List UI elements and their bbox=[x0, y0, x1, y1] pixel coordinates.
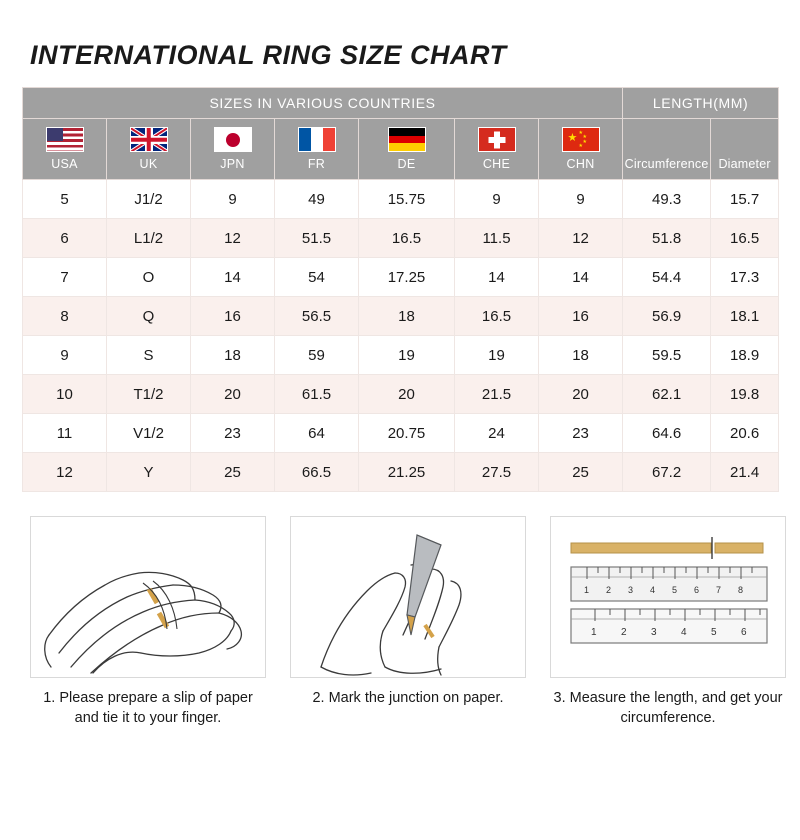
pen bbox=[407, 535, 441, 635]
cell-chn: 12 bbox=[539, 219, 623, 258]
flag-china-icon: ★ ★ ★ ★ ★ bbox=[562, 127, 600, 152]
paper-strip bbox=[571, 537, 763, 559]
cell-che: 14 bbox=[455, 258, 539, 297]
table-row bbox=[23, 297, 779, 336]
cell-circumference: 59.5 bbox=[623, 336, 711, 375]
measuring-steps bbox=[22, 516, 783, 728]
table-row bbox=[23, 375, 779, 414]
svg-text:2: 2 bbox=[606, 585, 612, 595]
table-row bbox=[23, 258, 779, 297]
step-1-caption: 1. Please prepare a slip of paper and tie it to your finger. bbox=[43, 690, 253, 726]
column-code-uk: UK bbox=[139, 157, 158, 171]
cell-jpn: 9 bbox=[191, 180, 275, 219]
svg-text:1: 1 bbox=[584, 585, 590, 595]
column-header-de bbox=[359, 119, 455, 180]
cell-jpn: 25 bbox=[191, 453, 275, 492]
svg-text:3: 3 bbox=[628, 585, 634, 595]
cell-de: 16.5 bbox=[359, 219, 455, 258]
column-header-chn bbox=[539, 119, 623, 180]
cell-fr: 56.5 bbox=[275, 297, 359, 336]
flag-japan-icon bbox=[214, 127, 252, 152]
cell-de: 17.25 bbox=[359, 258, 455, 297]
length-label-diameter: Diameter bbox=[718, 157, 771, 171]
svg-text:6: 6 bbox=[741, 627, 747, 638]
column-code-jpn: JPN bbox=[220, 157, 245, 171]
table-country-header-row bbox=[23, 119, 779, 180]
column-header-usa bbox=[23, 119, 107, 180]
svg-text:6: 6 bbox=[694, 585, 700, 595]
cell-fr: 51.5 bbox=[275, 219, 359, 258]
ruler-top bbox=[571, 567, 767, 601]
cell-uk: Y bbox=[107, 453, 191, 492]
column-code-chn: CHN bbox=[566, 157, 595, 171]
cell-che: 21.5 bbox=[455, 375, 539, 414]
cell-usa: 8 bbox=[23, 297, 107, 336]
cell-diameter: 18.9 bbox=[711, 336, 779, 375]
column-code-che: CHE bbox=[482, 157, 511, 171]
cell-usa: 6 bbox=[23, 219, 107, 258]
cell-diameter: 20.6 bbox=[711, 414, 779, 453]
cell-jpn: 18 bbox=[191, 336, 275, 375]
flag-switzerland-icon bbox=[478, 127, 516, 152]
table-body bbox=[23, 180, 779, 492]
cell-jpn: 20 bbox=[191, 375, 275, 414]
flag-uk-icon bbox=[130, 127, 168, 152]
cell-fr: 54 bbox=[275, 258, 359, 297]
svg-text:3: 3 bbox=[651, 627, 657, 638]
cell-chn: 25 bbox=[539, 453, 623, 492]
step-2 bbox=[290, 516, 526, 728]
cell-diameter: 21.4 bbox=[711, 453, 779, 492]
column-header-uk bbox=[107, 119, 191, 180]
ruler-measuring-paper-strip-illustration bbox=[550, 516, 786, 678]
column-code-fr: FR bbox=[307, 157, 326, 171]
cell-de: 18 bbox=[359, 297, 455, 336]
svg-text:2: 2 bbox=[621, 627, 627, 638]
cell-chn: 23 bbox=[539, 414, 623, 453]
table-row bbox=[23, 219, 779, 258]
cell-fr: 64 bbox=[275, 414, 359, 453]
flag-germany-icon bbox=[388, 127, 426, 152]
cell-usa: 5 bbox=[23, 180, 107, 219]
cell-fr: 66.5 bbox=[275, 453, 359, 492]
svg-text:4: 4 bbox=[650, 585, 656, 595]
cell-usa: 11 bbox=[23, 414, 107, 453]
cell-usa: 10 bbox=[23, 375, 107, 414]
flag-france-icon bbox=[298, 127, 336, 152]
ruler-bottom bbox=[571, 609, 767, 643]
cell-circumference: 64.6 bbox=[623, 414, 711, 453]
step-2-caption: 2. Mark the junction on paper. bbox=[312, 690, 504, 706]
cell-diameter: 17.3 bbox=[711, 258, 779, 297]
cell-usa: 9 bbox=[23, 336, 107, 375]
cell-uk: O bbox=[107, 258, 191, 297]
step-3 bbox=[550, 516, 786, 728]
cell-che: 19 bbox=[455, 336, 539, 375]
ring-size-chart-page bbox=[0, 40, 800, 840]
ruler-paper-drawing bbox=[551, 517, 785, 677]
cell-che: 27.5 bbox=[455, 453, 539, 492]
cell-de: 21.25 bbox=[359, 453, 455, 492]
column-header-che bbox=[455, 119, 539, 180]
header-sizes-in-various-countries: SIZES IN VARIOUS COUNTRIES bbox=[23, 88, 623, 119]
cell-che: 16.5 bbox=[455, 297, 539, 336]
length-label-circumference: Circumference bbox=[624, 157, 709, 171]
column-header-circumference bbox=[623, 119, 711, 180]
cell-de: 20.75 bbox=[359, 414, 455, 453]
cell-de: 15.75 bbox=[359, 180, 455, 219]
hand-paper-drawing bbox=[31, 517, 265, 677]
svg-text:8: 8 bbox=[738, 585, 744, 595]
cell-chn: 16 bbox=[539, 297, 623, 336]
column-header-fr bbox=[275, 119, 359, 180]
cell-usa: 7 bbox=[23, 258, 107, 297]
column-code-usa: USA bbox=[51, 157, 78, 171]
cell-fr: 59 bbox=[275, 336, 359, 375]
cell-usa: 12 bbox=[23, 453, 107, 492]
cell-uk: S bbox=[107, 336, 191, 375]
cell-chn: 14 bbox=[539, 258, 623, 297]
cell-fr: 49 bbox=[275, 180, 359, 219]
svg-text:7: 7 bbox=[716, 585, 722, 595]
step-1 bbox=[30, 516, 266, 728]
hand-with-paper-strip-illustration bbox=[30, 516, 266, 678]
cell-circumference: 51.8 bbox=[623, 219, 711, 258]
cell-diameter: 16.5 bbox=[711, 219, 779, 258]
column-header-jpn bbox=[191, 119, 275, 180]
cell-de: 19 bbox=[359, 336, 455, 375]
cell-fr: 61.5 bbox=[275, 375, 359, 414]
cell-diameter: 19.8 bbox=[711, 375, 779, 414]
table-row bbox=[23, 180, 779, 219]
cell-jpn: 12 bbox=[191, 219, 275, 258]
cell-circumference: 67.2 bbox=[623, 453, 711, 492]
page-title: INTERNATIONAL RING SIZE CHART bbox=[30, 40, 507, 70]
cell-jpn: 23 bbox=[191, 414, 275, 453]
hand-pen-drawing bbox=[291, 517, 525, 677]
svg-text:4: 4 bbox=[681, 627, 687, 638]
cell-chn: 9 bbox=[539, 180, 623, 219]
header-length-mm: LENGTH(MM) bbox=[623, 88, 779, 119]
cell-de: 20 bbox=[359, 375, 455, 414]
cell-uk: J1/2 bbox=[107, 180, 191, 219]
cell-circumference: 56.9 bbox=[623, 297, 711, 336]
cell-che: 9 bbox=[455, 180, 539, 219]
column-header-diameter bbox=[711, 119, 779, 180]
ring-size-table bbox=[22, 87, 779, 492]
cell-diameter: 18.1 bbox=[711, 297, 779, 336]
cell-circumference: 49.3 bbox=[623, 180, 711, 219]
step-3-caption: 3. Measure the length, and get your circumference. bbox=[553, 690, 783, 726]
table-row bbox=[23, 414, 779, 453]
cell-uk: V1/2 bbox=[107, 414, 191, 453]
table-group-header-row bbox=[23, 88, 779, 119]
cell-jpn: 16 bbox=[191, 297, 275, 336]
hand-marking-paper-with-pen-illustration bbox=[290, 516, 526, 678]
cell-jpn: 14 bbox=[191, 258, 275, 297]
table-row bbox=[23, 453, 779, 492]
cell-che: 11.5 bbox=[455, 219, 539, 258]
cell-uk: L1/2 bbox=[107, 219, 191, 258]
flag-usa-icon bbox=[46, 127, 84, 152]
column-code-de: DE bbox=[397, 157, 416, 171]
cell-uk: T1/2 bbox=[107, 375, 191, 414]
svg-text:5: 5 bbox=[672, 585, 678, 595]
cell-diameter: 15.7 bbox=[711, 180, 779, 219]
cell-chn: 20 bbox=[539, 375, 623, 414]
cell-circumference: 54.4 bbox=[623, 258, 711, 297]
table-row bbox=[23, 336, 779, 375]
cell-circumference: 62.1 bbox=[623, 375, 711, 414]
svg-text:5: 5 bbox=[711, 627, 717, 638]
svg-text:1: 1 bbox=[591, 627, 597, 638]
cell-chn: 18 bbox=[539, 336, 623, 375]
cell-uk: Q bbox=[107, 297, 191, 336]
cell-che: 24 bbox=[455, 414, 539, 453]
